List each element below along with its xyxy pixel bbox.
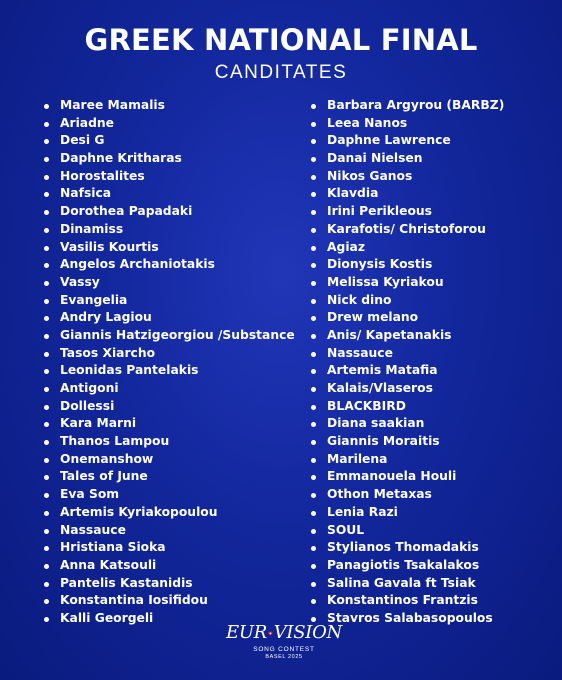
list-item — [44, 292, 304, 310]
list-item — [311, 203, 556, 221]
bullet-icon — [311, 139, 316, 144]
logo-tagline: SONG CONTEST — [253, 646, 315, 653]
list-item — [311, 345, 556, 363]
candidate-name: Melissa Kyriakou — [327, 274, 444, 289]
list-item — [44, 274, 304, 292]
list-item — [311, 132, 556, 150]
candidate-name: Ariadne — [60, 115, 114, 130]
candidate-name: Kara Marni — [60, 416, 137, 431]
logo-wordmark — [226, 622, 342, 644]
candidate-name: Konstantina Iosifidou — [60, 593, 208, 608]
candidate-name: Othon Metaxas — [327, 487, 432, 502]
candidate-name: Nafsica — [60, 186, 112, 201]
bullet-icon — [44, 334, 49, 339]
bullet-icon — [311, 122, 316, 127]
page-subtitle: CANDITATES — [214, 62, 348, 83]
list-item — [44, 539, 304, 557]
candidate-name: Dollessi — [60, 398, 115, 413]
list-item — [311, 539, 556, 557]
candidate-name: Agiaz — [327, 239, 365, 254]
candidate-name: Artemis Kyriakopoulou — [60, 504, 218, 519]
list-item — [311, 362, 556, 380]
list-item — [44, 115, 304, 133]
list-item — [311, 557, 556, 575]
list-item — [44, 468, 304, 486]
bullet-icon — [311, 192, 316, 197]
candidate-name: Artemis Matafia — [327, 363, 438, 378]
list-item — [44, 203, 304, 221]
bullet-icon — [44, 316, 49, 321]
candidate-name: Marilena — [327, 451, 388, 466]
candidate-name: Nikos Ganos — [327, 168, 413, 183]
bullet-icon — [311, 175, 316, 180]
list-item — [311, 575, 556, 593]
candidate-name: Stylianos Thomadakis — [327, 540, 479, 555]
candidate-name: Angelos Archaniotakis — [60, 257, 215, 272]
candidate-name: Giannis Moraitis — [327, 434, 440, 449]
bullet-icon — [44, 139, 49, 144]
list-item — [44, 486, 304, 504]
candidate-name: Onemanshow — [60, 451, 154, 466]
candidate-name: Dionysis Kostis — [327, 257, 433, 272]
list-item — [311, 292, 556, 310]
candidate-name: Giannis Hatzigeorgiou /Substance — [60, 327, 295, 342]
bullet-icon — [311, 405, 316, 410]
bullet-icon — [311, 157, 316, 162]
candidate-name: Dorothea Papadaki — [60, 204, 193, 219]
list-item — [311, 486, 556, 504]
candidate-name: Karafotis/ Christoforou — [327, 221, 486, 236]
bullet-icon — [44, 422, 49, 427]
list-item — [44, 132, 304, 150]
bullet-icon — [44, 475, 49, 480]
list-item — [44, 522, 304, 540]
list-item — [311, 610, 556, 628]
candidate-name: Nassauce — [60, 522, 126, 537]
list-item — [44, 504, 304, 522]
list-item — [44, 415, 304, 433]
candidate-name: Stavros Salabasopoulos — [327, 610, 493, 625]
candidate-name: Drew melano — [327, 310, 419, 325]
bullet-icon — [44, 493, 49, 498]
swiss-heart-icon — [268, 626, 273, 641]
bullet-icon — [311, 458, 316, 463]
list-item — [311, 309, 556, 327]
bullet-icon — [311, 440, 316, 445]
bullet-icon — [44, 458, 49, 463]
candidate-name: Leea Nanos — [327, 115, 408, 130]
list-item — [44, 575, 304, 593]
bullet-icon — [44, 263, 49, 268]
candidate-name: Pantelis Kastanidis — [60, 575, 193, 590]
list-item — [311, 468, 556, 486]
bullet-icon — [44, 599, 49, 604]
bullet-icon — [311, 299, 316, 304]
list-item — [44, 221, 304, 239]
bullet-icon — [311, 316, 316, 321]
list-item — [44, 168, 304, 186]
list-item — [44, 97, 304, 115]
list-item — [311, 239, 556, 257]
candidate-name: SOUL — [327, 522, 365, 537]
candidate-name: Thanos Lampou — [60, 434, 170, 449]
list-item — [311, 274, 556, 292]
candidate-name: Andry Lagiou — [60, 310, 152, 325]
list-item — [44, 451, 304, 469]
bullet-icon — [44, 281, 49, 286]
bullet-icon — [311, 529, 316, 534]
bullet-icon — [44, 405, 49, 410]
list-item — [44, 309, 304, 327]
candidates-list-left — [44, 97, 304, 628]
eurovision-logo — [226, 622, 342, 674]
candidate-name: BLACKBIRD — [327, 398, 406, 413]
candidate-name: Antigoni — [60, 381, 119, 395]
list-item — [311, 221, 556, 239]
bullet-icon — [311, 228, 316, 233]
bullet-icon — [44, 546, 49, 551]
candidate-name: Anna Katsouli — [60, 557, 157, 572]
bullet-icon — [44, 122, 49, 127]
list-item — [44, 362, 304, 380]
list-item — [311, 256, 556, 274]
list-item — [311, 415, 556, 433]
bullet-icon — [311, 246, 316, 251]
list-item — [311, 380, 556, 398]
list-item — [44, 150, 304, 168]
bullet-icon — [44, 246, 49, 251]
logo-word-start: EUR — [226, 622, 267, 643]
logo-location: BASEL 2025 — [265, 654, 303, 660]
candidate-name: Hristiana Sioka — [60, 540, 166, 555]
bullet-icon — [44, 369, 49, 374]
bullet-icon — [311, 263, 316, 268]
bullet-icon — [311, 387, 316, 392]
candidate-name: Horostalites — [60, 168, 145, 183]
list-item — [311, 97, 556, 115]
candidate-name: Daphne Kritharas — [60, 151, 182, 166]
list-item — [311, 522, 556, 540]
list-item — [311, 185, 556, 203]
candidate-name: Klavdia — [327, 186, 379, 201]
bullet-icon — [44, 582, 49, 587]
bullet-icon — [44, 192, 49, 197]
logo-word-end: VISION — [273, 622, 342, 643]
candidate-name: Nick dino — [327, 292, 392, 307]
list-item — [311, 433, 556, 451]
bullet-icon — [311, 422, 316, 427]
candidate-name: Kalli Georgeli — [60, 610, 154, 625]
bullet-icon — [311, 546, 316, 551]
bullet-icon — [311, 352, 316, 357]
candidate-name: Tales of June — [60, 469, 148, 484]
candidate-name: Dinamiss — [60, 221, 124, 236]
bullet-icon — [311, 104, 316, 109]
bullet-icon — [44, 617, 49, 622]
candidate-name: Anis/ Kapetanakis — [327, 327, 452, 342]
bullet-icon — [44, 352, 49, 357]
candidate-name: Evangelia — [60, 292, 128, 307]
bullet-icon — [44, 175, 49, 180]
candidate-name: Vasilis Kourtis — [60, 239, 159, 254]
candidate-name: Salina Gavala ft Tsiak — [327, 575, 476, 590]
bullet-icon — [44, 387, 49, 392]
bullet-icon — [44, 511, 49, 516]
list-item — [311, 451, 556, 469]
list-item — [311, 327, 556, 345]
candidate-name: Danai Nielsen — [327, 151, 423, 166]
bullet-icon — [311, 599, 316, 604]
candidate-name: Barbara Argyrou (BARBZ) — [327, 98, 505, 112]
candidate-name: Tasos Xiarcho — [60, 345, 156, 360]
bullet-icon — [44, 210, 49, 215]
bullet-icon — [44, 564, 49, 569]
list-item — [44, 256, 304, 274]
bullet-icon — [311, 493, 316, 498]
candidate-name: Eva Som — [60, 487, 120, 502]
candidate-name: Irini Perikleous — [327, 204, 432, 219]
list-item — [44, 239, 304, 257]
list-item — [44, 185, 304, 203]
bullet-icon — [311, 511, 316, 516]
list-item — [311, 504, 556, 522]
bullet-icon — [44, 228, 49, 233]
bullet-icon — [311, 281, 316, 286]
bullet-icon — [44, 529, 49, 534]
candidate-name: Diana saakian — [327, 416, 425, 431]
bullet-icon — [311, 564, 316, 569]
candidate-name: Desi G — [60, 133, 105, 148]
bullet-icon — [311, 582, 316, 587]
bullet-icon — [44, 299, 49, 304]
list-item — [311, 592, 556, 610]
page-title: GREEK NATIONAL FINAL — [84, 23, 478, 57]
list-item — [311, 150, 556, 168]
list-item — [311, 115, 556, 133]
list-item — [44, 380, 304, 398]
bullet-icon — [44, 440, 49, 445]
list-item — [44, 592, 304, 610]
candidate-name: Panagiotis Tsakalakos — [327, 557, 480, 572]
bullet-icon — [311, 369, 316, 374]
bullet-icon — [311, 475, 316, 480]
candidate-name: Vassy — [60, 274, 100, 289]
list-item — [44, 327, 304, 345]
list-item — [44, 345, 304, 363]
bullet-icon — [44, 104, 49, 109]
list-item — [44, 398, 304, 416]
candidate-name: Emmanouela Houli — [327, 469, 457, 484]
candidate-name: Kalais/Vlaseros — [327, 381, 433, 395]
candidate-name: Nassauce — [327, 345, 393, 360]
bullet-icon — [44, 157, 49, 162]
list-item — [311, 168, 556, 186]
candidate-name: Daphne Lawrence — [327, 133, 451, 148]
candidates-list-right — [311, 97, 556, 628]
list-item — [311, 398, 556, 416]
bullet-icon — [311, 334, 316, 339]
bullet-icon — [311, 210, 316, 215]
candidate-name: Maree Mamalis — [60, 98, 165, 112]
candidate-name: Konstantinos Frantzis — [327, 593, 478, 608]
list-item — [44, 557, 304, 575]
list-item — [44, 433, 304, 451]
candidate-name: Leonidas Pantelakis — [60, 363, 199, 378]
candidate-name: Lenia Razi — [327, 504, 398, 519]
